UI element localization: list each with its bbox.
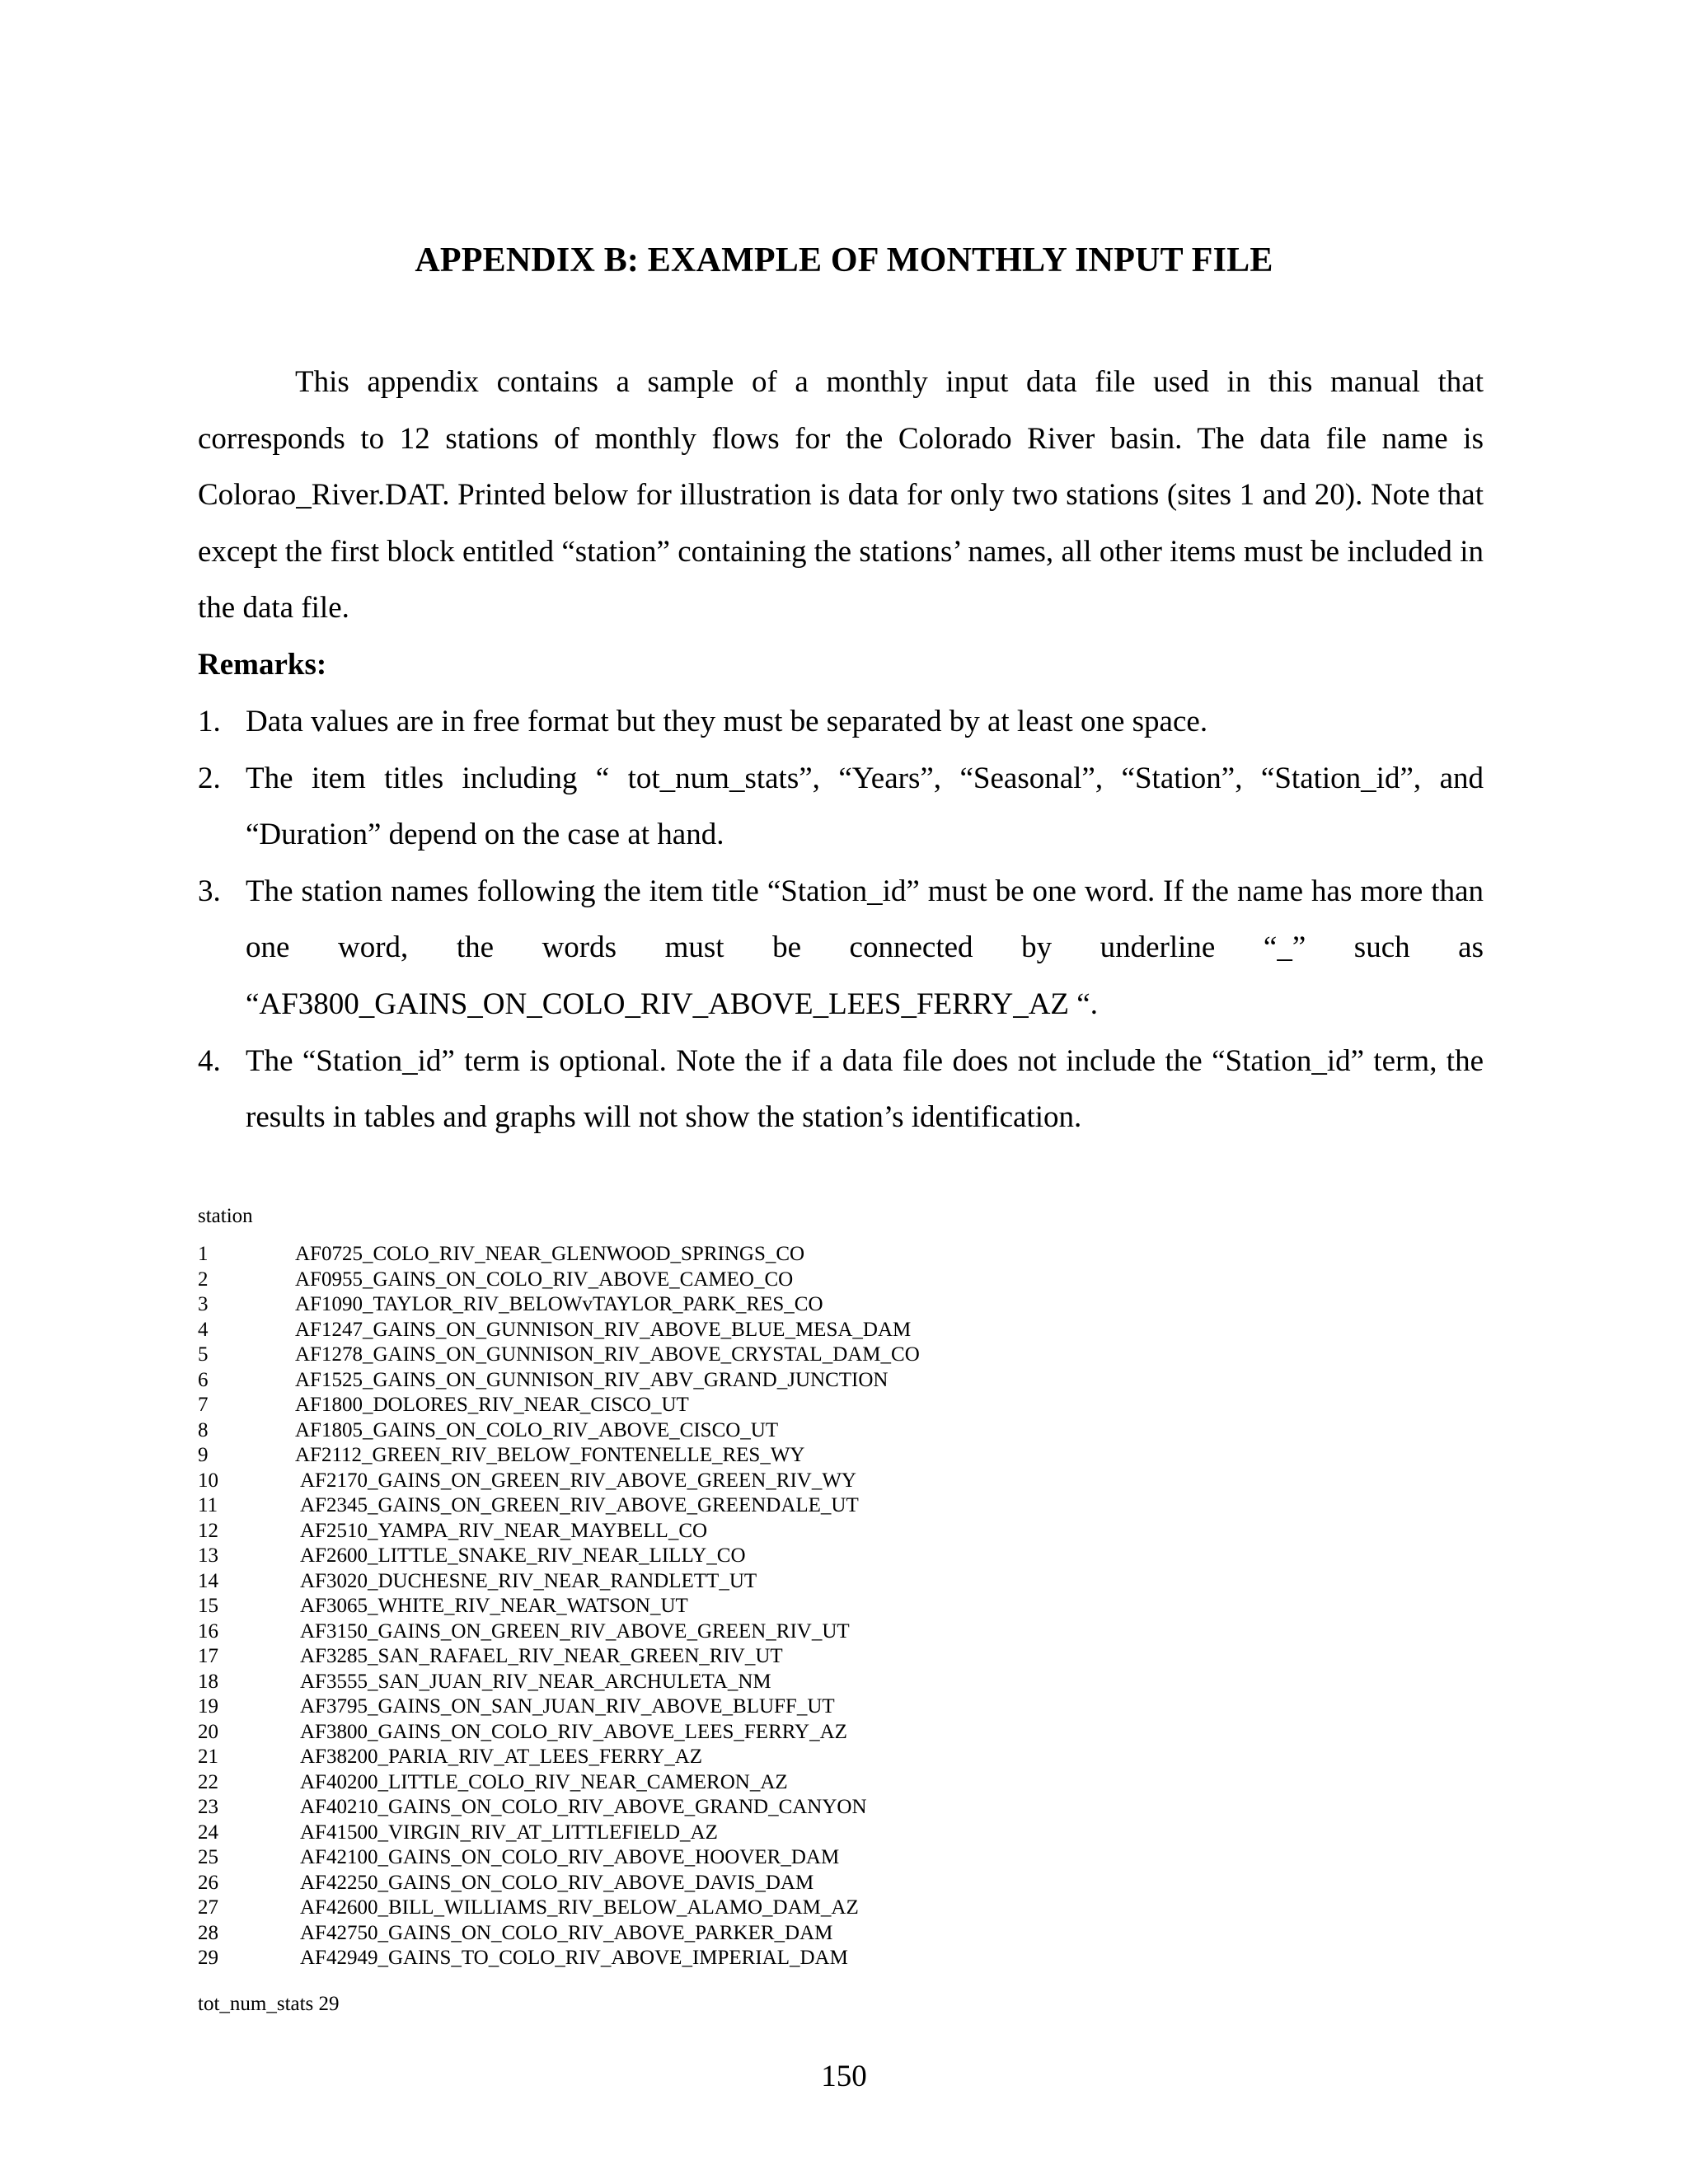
- station-name: AF1278_GAINS_ON_GUNNISON_RIV_ABOVE_CRYSTAL_DAM_CO: [295, 1343, 920, 1366]
- station-name: AF3795_GAINS_ON_SAN_JUAN_RIV_ABOVE_BLUFF_UT: [300, 1695, 835, 1718]
- intro-paragraph: This appendix contains a sample of a monthly input data file used in this manual that corresponds to 12 stations of monthly flows for the Colorado River basin. The data file name is Colorao_River.DAT. Printed below for illustration is data for only two stations (sites 1 and 20). Note that except the first block entitled “station” containing the stations’ names, all other items must be included in the data file.: [198, 365, 1484, 626]
- remark-item: [198, 694, 1484, 751]
- remark-item: [198, 1033, 1484, 1146]
- station-index: 17: [198, 1645, 218, 1667]
- remark-number: 1.: [198, 705, 221, 738]
- station-row: [198, 1821, 1352, 1846]
- station-name: AF2600_LITTLE_SNAKE_RIV_NEAR_LILLY_CO: [300, 1544, 746, 1567]
- station-index: 23: [198, 1796, 218, 1818]
- station-name: AF2345_GAINS_ON_GREEN_RIV_ABOVE_GREENDALE_UT: [300, 1494, 859, 1516]
- station-block-label: station: [198, 1205, 253, 1227]
- station-index: 20: [198, 1720, 218, 1743]
- station-index: 25: [198, 1846, 218, 1868]
- station-index: 2: [198, 1268, 209, 1291]
- station-index: 29: [198, 1947, 218, 1969]
- station-name: AF1247_GAINS_ON_GUNNISON_RIV_ABOVE_BLUE_MESA_DAM: [295, 1318, 912, 1341]
- station-name: AF42100_GAINS_ON_COLO_RIV_ABOVE_HOOVER_DAM: [300, 1846, 840, 1868]
- station-name: AF0725_COLO_RIV_NEAR_GLENWOOD_SPRINGS_CO: [295, 1243, 805, 1265]
- station-index: 10: [198, 1469, 218, 1492]
- station-name: AF1805_GAINS_ON_COLO_RIV_ABOVE_CISCO_UT: [295, 1418, 779, 1441]
- station-name: AF42949_GAINS_TO_COLO_RIV_ABOVE_IMPERIAL_DAM: [300, 1947, 848, 1969]
- remarks-heading: Remarks:: [198, 648, 327, 682]
- station-row: [198, 1368, 1352, 1394]
- station-index: 13: [198, 1544, 218, 1567]
- station-index: 4: [198, 1318, 209, 1341]
- station-name: AF38200_PARIA_RIV_AT_LEES_FERRY_AZ: [300, 1746, 703, 1768]
- station-row: [198, 1845, 1352, 1871]
- station-name: AF42750_GAINS_ON_COLO_RIV_ABOVE_PARKER_DAM: [300, 1921, 833, 1944]
- station-name: AF3555_SAN_JUAN_RIV_NEAR_ARCHULETA_NM: [300, 1670, 771, 1693]
- remark-text: The item titles including “ tot_num_stats”, “Years”, “Seasonal”, “Station”, “Station_id”, and “Duration” depend on the case at hand.: [246, 761, 1484, 852]
- station-row: [198, 1493, 1352, 1519]
- page-title: APPENDIX B: EXAMPLE OF MONTHLY INPUT FILE: [415, 241, 1273, 279]
- station-name: AF3800_GAINS_ON_COLO_RIV_ABOVE_LEES_FERRY_AZ: [300, 1720, 847, 1743]
- station-row: [198, 1670, 1352, 1695]
- station-row: [198, 1694, 1352, 1720]
- station-index: 24: [198, 1821, 218, 1844]
- station-index: 6: [198, 1368, 209, 1391]
- station-name: AF40210_GAINS_ON_COLO_RIV_ABOVE_GRAND_CANYON: [300, 1796, 867, 1818]
- station-row: [198, 1795, 1352, 1821]
- station-list: [198, 1242, 1352, 1971]
- station-row: [198, 1644, 1352, 1670]
- station-name: AF3020_DUCHESNE_RIV_NEAR_RANDLETT_UT: [300, 1569, 757, 1592]
- station-row: [198, 1946, 1352, 1971]
- remark-number: 2.: [198, 761, 221, 795]
- station-index: 26: [198, 1871, 218, 1894]
- station-index: 14: [198, 1569, 218, 1592]
- station-index: 1: [198, 1243, 209, 1265]
- station-index: 12: [198, 1519, 218, 1542]
- station-row: [198, 1569, 1352, 1595]
- station-name: AF1525_GAINS_ON_GUNNISON_RIV_ABV_GRAND_JUNCTION: [295, 1368, 889, 1391]
- station-name: AF3285_SAN_RAFAEL_RIV_NEAR_GREEN_RIV_UT: [300, 1645, 783, 1667]
- station-name: AF1800_DOLORES_RIV_NEAR_CISCO_UT: [295, 1394, 689, 1416]
- station-name: AF42250_GAINS_ON_COLO_RIV_ABOVE_DAVIS_DAM: [300, 1871, 814, 1894]
- station-row: [198, 1443, 1352, 1469]
- station-row: [198, 1745, 1352, 1770]
- station-name: AF1090_TAYLOR_RIV_BELOWvTAYLOR_PARK_RES_CO: [295, 1293, 823, 1315]
- station-index: 18: [198, 1670, 218, 1693]
- station-row: [198, 1921, 1352, 1947]
- station-row: [198, 1896, 1352, 1921]
- station-row: [198, 1469, 1352, 1494]
- station-row: [198, 1242, 1352, 1268]
- station-index: 15: [198, 1595, 218, 1617]
- remark-text: Data values are in free format but they must be separated by at least one space.: [246, 705, 1208, 738]
- station-name: AF41500_VIRGIN_RIV_AT_LITTLEFIELD_AZ: [300, 1821, 718, 1844]
- remark-text: The “Station_id” term is optional. Note the if a data file does not include the “Station_id” term, the results in tables and graphs will not show the station’s identification.: [246, 1043, 1484, 1135]
- station-row: [198, 1594, 1352, 1619]
- remark-number: 3.: [198, 874, 221, 908]
- remark-item: [198, 864, 1484, 1033]
- remark-number: 4.: [198, 1043, 221, 1078]
- station-index: 16: [198, 1619, 218, 1643]
- station-name: AF3065_WHITE_RIV_NEAR_WATSON_UT: [300, 1595, 688, 1617]
- station-name: AF2112_GREEN_RIV_BELOW_FONTENELLE_RES_WY: [295, 1444, 805, 1466]
- station-index: 8: [198, 1418, 209, 1441]
- station-row: [198, 1519, 1352, 1544]
- station-index: 27: [198, 1896, 218, 1919]
- station-row: [198, 1318, 1352, 1343]
- station-index: 19: [198, 1695, 218, 1718]
- station-row: [198, 1268, 1352, 1293]
- station-index: 3: [198, 1293, 209, 1315]
- remark-item: [198, 751, 1484, 864]
- station-row: [198, 1544, 1352, 1569]
- tot-num-stats-line: tot_num_stats 29: [198, 1993, 340, 2015]
- station-index: 28: [198, 1921, 218, 1944]
- station-name: AF42600_BILL_WILLIAMS_RIV_BELOW_ALAMO_DAM_AZ: [300, 1896, 859, 1919]
- station-row: [198, 1343, 1352, 1368]
- station-row: [198, 1619, 1352, 1645]
- page-number: 150: [821, 2060, 867, 2093]
- station-index: 7: [198, 1394, 209, 1416]
- station-name: AF2510_YAMPA_RIV_NEAR_MAYBELL_CO: [300, 1519, 708, 1542]
- station-index: 9: [198, 1444, 209, 1466]
- station-name: AF3150_GAINS_ON_GREEN_RIV_ABOVE_GREEN_RIV_UT: [300, 1619, 850, 1643]
- station-name: AF2170_GAINS_ON_GREEN_RIV_ABOVE_GREEN_RIV_WY: [300, 1469, 856, 1492]
- station-row: [198, 1393, 1352, 1418]
- station-name: AF0955_GAINS_ON_COLO_RIV_ABOVE_CAMEO_CO: [295, 1268, 794, 1291]
- station-index: 21: [198, 1746, 218, 1768]
- station-index: 5: [198, 1343, 209, 1366]
- station-row: [198, 1720, 1352, 1746]
- station-row: [198, 1770, 1352, 1796]
- remarks-list: [198, 694, 1484, 1146]
- station-row: [198, 1871, 1352, 1896]
- remark-text: The station names following the item title “Station_id” must be one word. If the name has more than one word, the words must be connected by underline “_” such as “AF3800_GAINS_ON_COLO_RIV_ABOVE_LEES_FERRY_AZ “.: [246, 874, 1484, 1021]
- station-row: [198, 1292, 1352, 1318]
- station-index: 11: [198, 1494, 218, 1516]
- station-index: 22: [198, 1770, 218, 1793]
- station-name: AF40200_LITTLE_COLO_RIV_NEAR_CAMERON_AZ: [300, 1770, 788, 1793]
- station-row: [198, 1418, 1352, 1444]
